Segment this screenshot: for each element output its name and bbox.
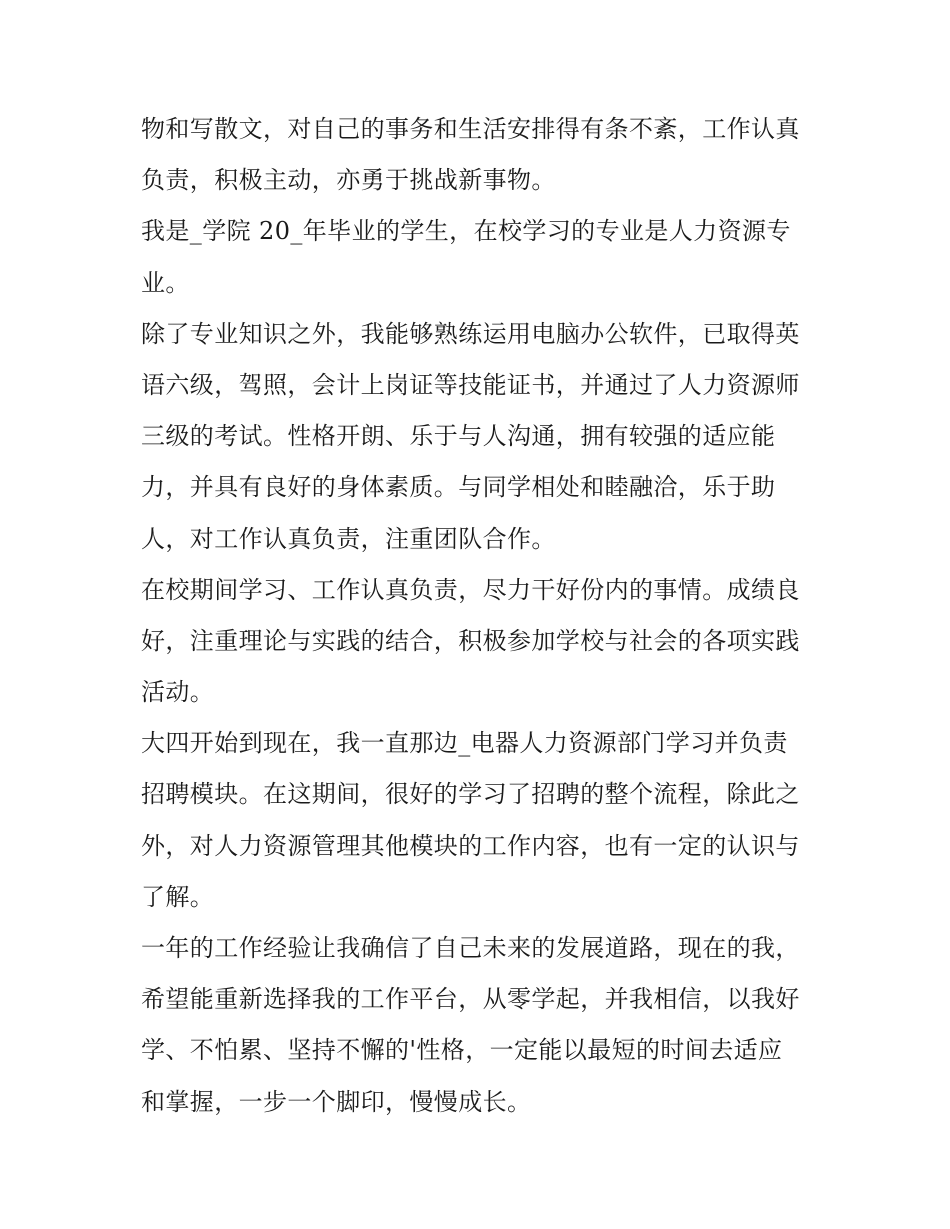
paragraph-hobbies-continued bbox=[141, 104, 813, 206]
text-line: 活动。 bbox=[141, 678, 215, 707]
text-line: 招聘模块。在这期间，很好的学习了招聘的整个流程，除此之 bbox=[141, 780, 800, 809]
text-line: 一年的工作经验让我确信了自己未来的发展道路，现在的我， bbox=[141, 934, 800, 962]
text-line: 学、不怕累、坚持不懈的'性格，一定能以最短的时间去适应 bbox=[141, 1036, 783, 1065]
text-line: 力，并具有良好的身体素质。与同学相处和睦融洽，乐于助 bbox=[141, 473, 776, 502]
text-line: 外，对人力资源管理其他模块的工作内容，也有一定的认识与 bbox=[141, 831, 800, 860]
text-line: 除了专业知识之外，我能够熟练运用电脑办公软件，已取得英 bbox=[141, 319, 800, 348]
text-line: 好，注重理论与实践的结合，积极参加学校与社会的各项实践 bbox=[141, 626, 800, 655]
text-line: 业。 bbox=[141, 268, 190, 297]
text-line: 和掌握，一步一个脚印，慢慢成长。 bbox=[141, 1087, 532, 1116]
text-line: 语六级，驾照，会计上岗证等技能证书，并通过了人力资源师 bbox=[141, 370, 800, 399]
paragraph-school-performance bbox=[141, 565, 813, 719]
paragraph-skills bbox=[141, 309, 813, 565]
text-line: 我是_学院 20_年毕业的学生，在校学习的专业是人力资源专 bbox=[141, 217, 791, 246]
text-line: 了解。 bbox=[141, 882, 215, 911]
text-line: 大四开始到现在，我一直那边_电器人力资源部门学习并负责 bbox=[141, 729, 788, 758]
paragraph-education bbox=[141, 206, 813, 308]
paragraph-career-goal bbox=[141, 923, 813, 1128]
text-line: 希望能重新选择我的工作平台，从零学起，并我相信，以我好 bbox=[141, 985, 800, 1014]
text-line: 三级的考试。性格开朗、乐于与人沟通，拥有较强的适应能 bbox=[141, 422, 776, 451]
paragraph-internship bbox=[141, 718, 813, 923]
text-line: 负责，积极主动，亦勇于挑战新事物。 bbox=[141, 166, 556, 195]
text-line: 在校期间学习、工作认真负责，尽力干好份内的事情。成绩良 bbox=[141, 575, 800, 604]
document-body bbox=[141, 104, 813, 1128]
text-line: 人，对工作认真负责，注重团队合作。 bbox=[141, 524, 556, 553]
text-line: 物和写散文，对自己的事务和生活安排得有条不紊，工作认真 bbox=[141, 115, 800, 143]
